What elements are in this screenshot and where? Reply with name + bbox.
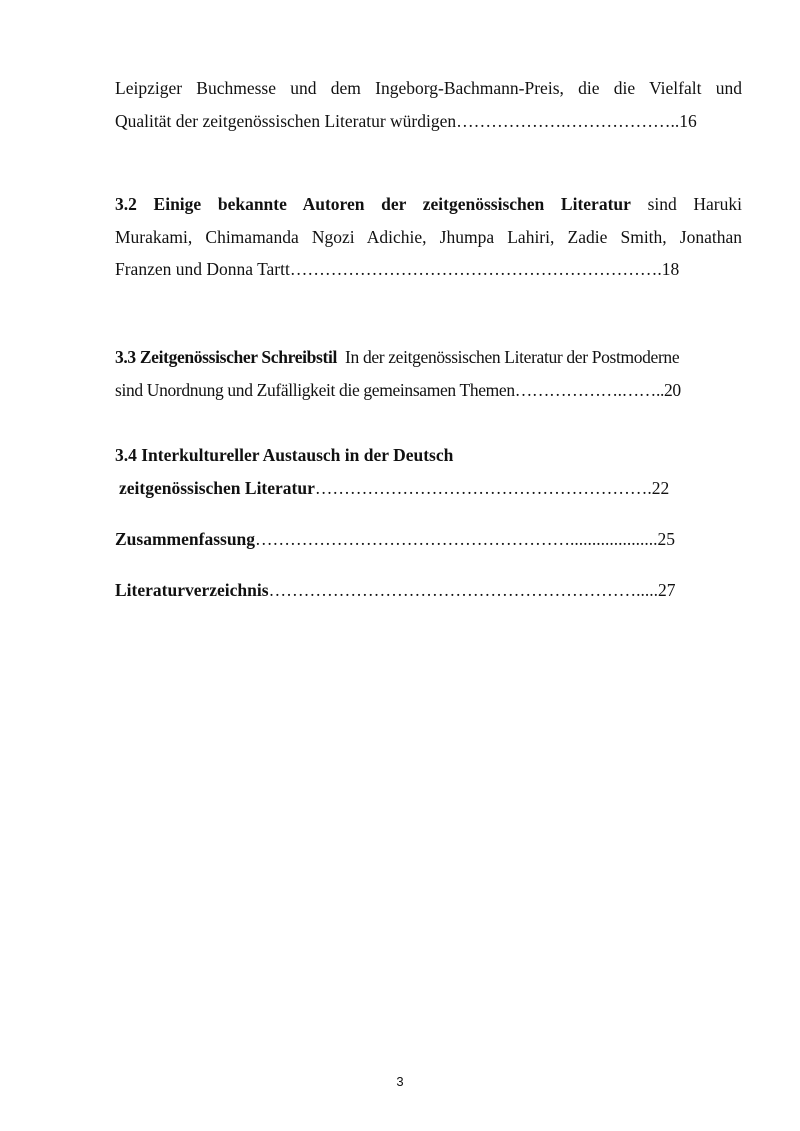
dot-leader: ……………….……………….. bbox=[456, 110, 680, 131]
toc-entry-3-3 bbox=[115, 341, 742, 406]
dot-leader: ………………………………………………………. bbox=[289, 259, 662, 279]
entry-text: Qualität der zeitgenössischen Literatur würdigen bbox=[115, 110, 457, 131]
entry-text-line bbox=[115, 105, 742, 138]
entry-text-line bbox=[115, 188, 742, 221]
toc-entry-continuation bbox=[115, 72, 742, 137]
entry-text-line bbox=[115, 253, 742, 286]
toc-entry-bibliography bbox=[115, 578, 675, 602]
entry-text: sind Haruki bbox=[647, 194, 742, 214]
dot-leader: ………………………………………………………..... bbox=[268, 580, 658, 600]
entry-text-line bbox=[115, 341, 742, 374]
dot-leader: …………………………………………………. bbox=[314, 478, 652, 498]
page-ref: 16 bbox=[679, 110, 697, 131]
entry-text: Franzen und Donna Tartt bbox=[115, 259, 290, 279]
section-heading: zeitgenössischen Literatur bbox=[119, 478, 315, 498]
entry-text: sind Unordnung und Zufälligkeit die gemeinsamen Themen bbox=[115, 379, 515, 400]
page-ref: 18 bbox=[661, 259, 680, 279]
toc-entry-3-2 bbox=[115, 188, 742, 286]
section-heading: 3.3 Zeitgenössischer Schreibstil bbox=[115, 347, 337, 367]
entry-text: In der zeitgenössischen Literatur der Postmoderne bbox=[345, 347, 680, 367]
entry-text-line: Leipziger Buchmesse und dem Ingeborg-Bachmann-Preis, die die Vielfalt und bbox=[115, 78, 742, 98]
entry-text-line: Murakami, Chimamanda Ngozi Adichie, Jhumpa Lahiri, Zadie Smith, Jonathan bbox=[115, 226, 742, 247]
dot-leader: ……………………………………………….................... bbox=[255, 529, 658, 549]
page-ref: 27 bbox=[657, 580, 676, 600]
section-heading: 3.4 Interkultureller Austausch in der Deutsch bbox=[115, 445, 454, 465]
dot-leader: ……………….…….. bbox=[514, 379, 664, 400]
page-ref: 20 bbox=[664, 379, 681, 400]
page-ref: 22 bbox=[651, 478, 670, 498]
toc-entry-summary bbox=[115, 527, 675, 551]
section-heading: Literaturverzeichnis bbox=[115, 580, 269, 600]
entry-text-line bbox=[115, 374, 742, 407]
toc-entry-3-4-heading bbox=[115, 443, 453, 467]
page-ref: 25 bbox=[657, 529, 676, 549]
toc-entry-3-4 bbox=[119, 476, 669, 500]
page-number: 3 bbox=[396, 1074, 404, 1089]
section-heading: Zusammenfassung bbox=[115, 529, 256, 549]
section-heading: 3.2 Einige bekannte Autoren der zeitgenössischen Literatur bbox=[115, 194, 631, 214]
